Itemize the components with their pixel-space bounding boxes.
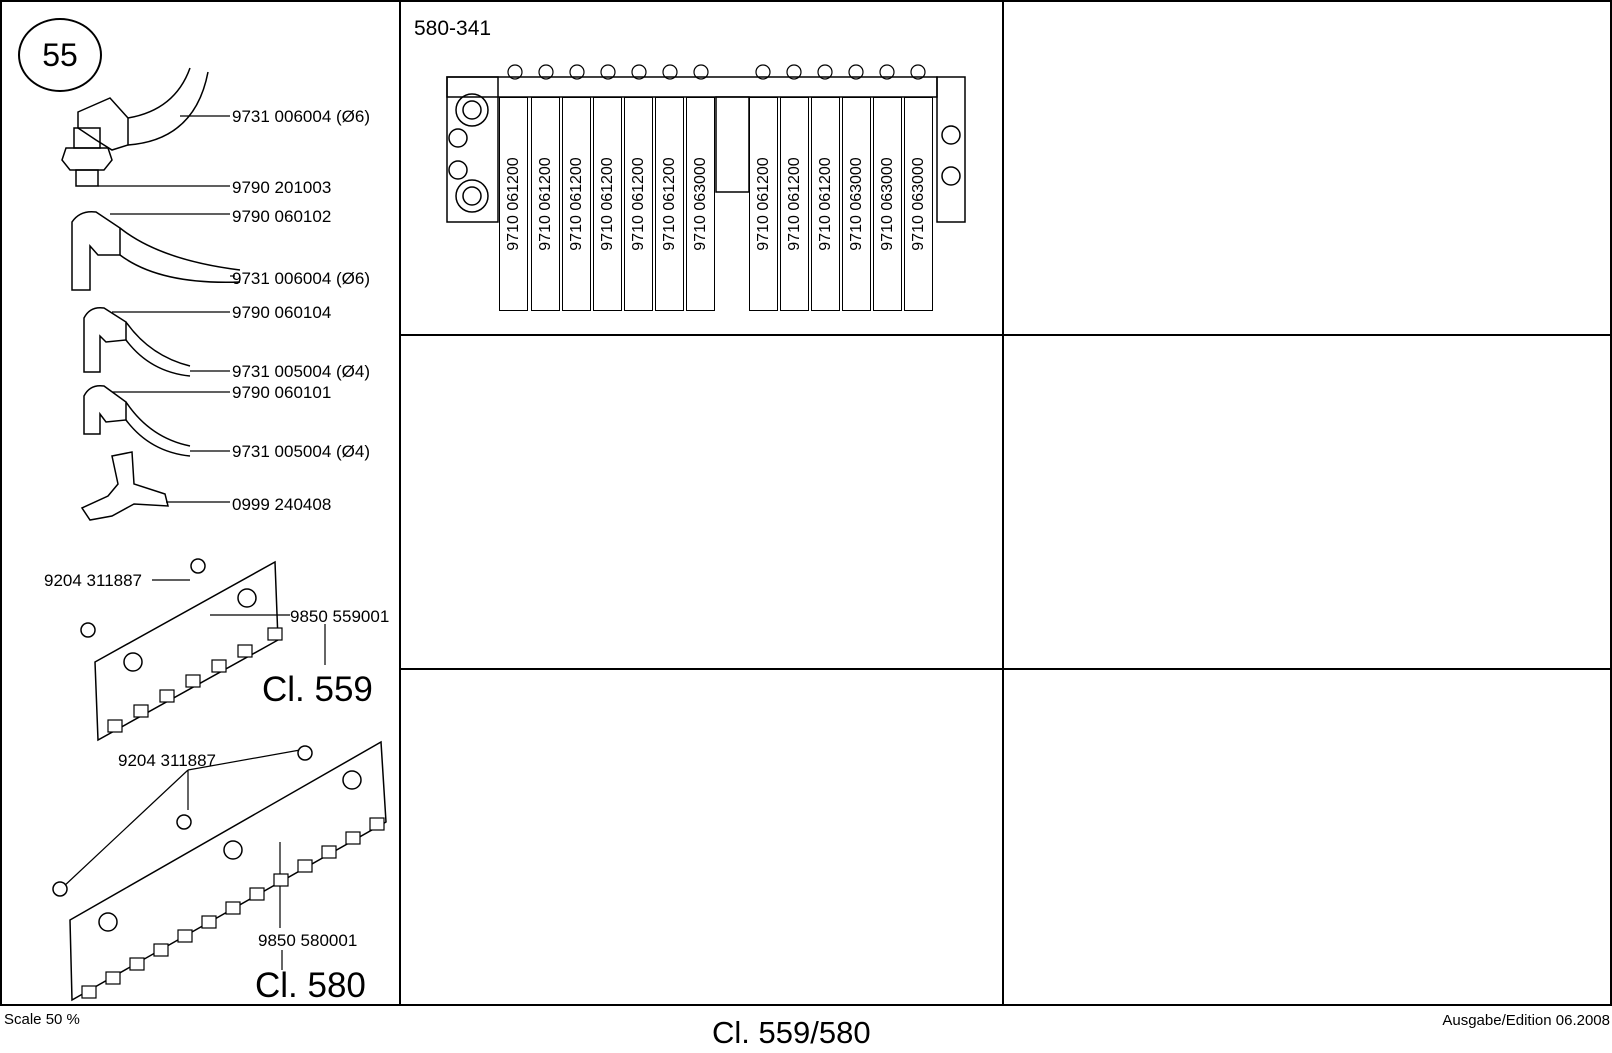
valve-module: 9710 061200 [780, 97, 809, 311]
valve-module: 9710 061200 [593, 97, 622, 311]
label-fitting-201003: 9790 201003 [232, 178, 332, 197]
label-screw-580: 9204 311887 [118, 751, 217, 770]
valve-module: 9710 061200 [562, 97, 591, 311]
valve-module: 9710 063000 [873, 97, 902, 311]
label-tee-240408: 0999 240408 [232, 495, 332, 514]
valve-module: 9710 061200 [499, 97, 528, 311]
valve-module: 9710 063000 [842, 97, 871, 311]
panel-title: 580-341 [414, 17, 492, 40]
label-plate-559: 9850 559001 [290, 607, 390, 626]
label-class-559: Cl. 559 [262, 670, 373, 709]
valve-module: 9710 063000 [686, 97, 715, 311]
label-hose-4-b: 9731 005004 (Ø4) [232, 442, 370, 461]
label-hose-6-a: 9731 006004 (Ø6) [232, 107, 370, 126]
label-hose-4-a: 9731 005004 (Ø4) [232, 362, 370, 381]
valve-module: 9710 061200 [811, 97, 840, 311]
page-number-badge: 55 [18, 18, 102, 92]
label-plate-580: 9850 580001 [258, 931, 358, 950]
valve-module: 9710 061200 [531, 97, 560, 311]
footer-scale: Scale 50 % [4, 1011, 80, 1028]
footer-edition: Ausgabe/Edition 06.2008 [1442, 1012, 1610, 1029]
label-screw-559: 9204 311887 [44, 571, 143, 590]
label-hose-6-b: 9731 006004 (Ø6) [232, 269, 370, 288]
valve-module: 9710 061200 [655, 97, 684, 311]
valve-module: 9710 063000 [904, 97, 933, 311]
label-class-580: Cl. 580 [255, 966, 366, 1005]
label-elbow-060101: 9790 060101 [232, 383, 332, 402]
valve-module: 9710 061200 [749, 97, 778, 311]
valve-module: 9710 061200 [624, 97, 653, 311]
label-elbow-060102: 9790 060102 [232, 207, 332, 226]
footer-title: Cl. 559/580 [712, 1015, 871, 1050]
label-elbow-060104: 9790 060104 [232, 303, 332, 322]
